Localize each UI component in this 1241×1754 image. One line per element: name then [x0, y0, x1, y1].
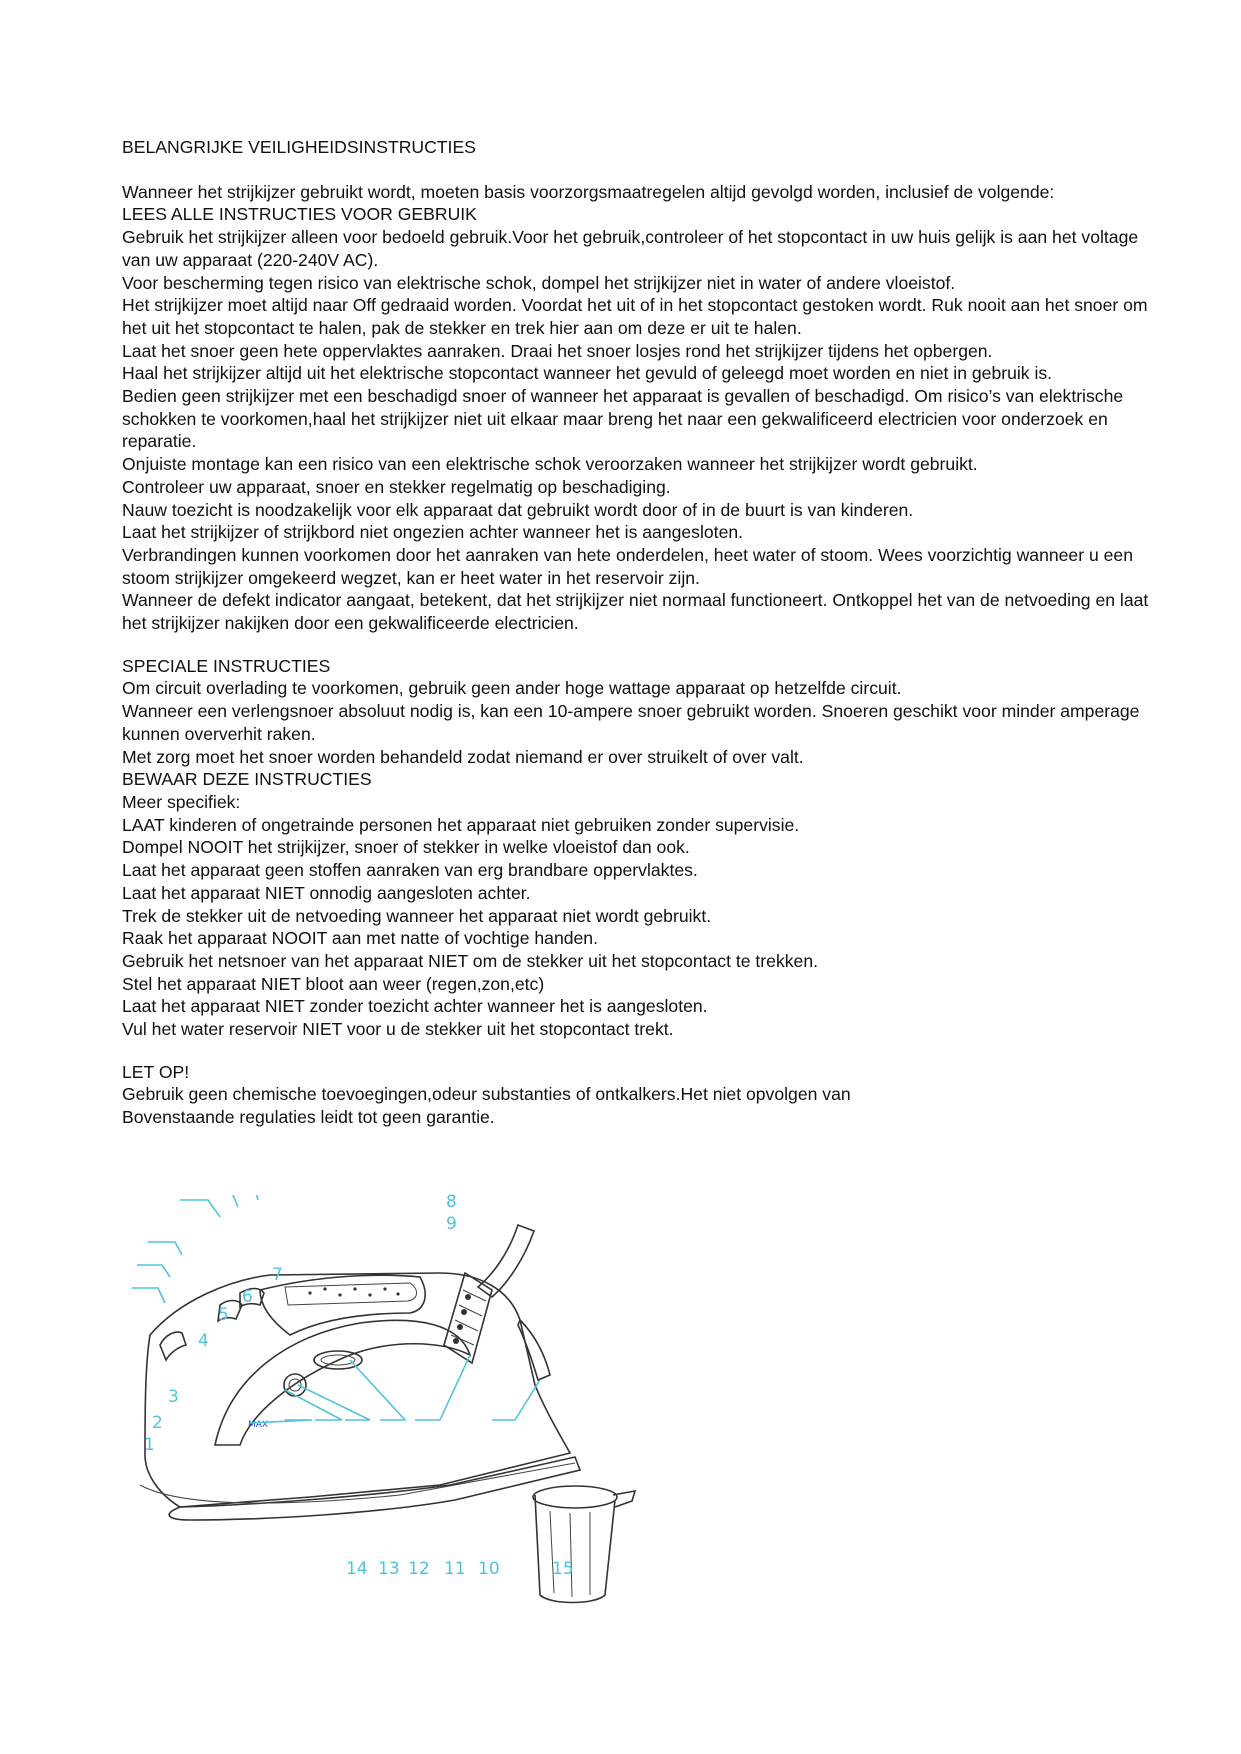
safety-item: Wanneer de defekt indicator aangaat, betekent, dat het strijkijzer niet normaal functioneert. Ontkoppel het van de netvoeding en laat het strijkijzer nakijken door een gekwalificeerde electricien.: [122, 590, 1149, 634]
specific-item: Laat het apparaat geen stoffen aanraken van erg brandbare oppervlaktes.: [122, 860, 698, 881]
specific-item: Vul het water reservoir NIET voor u de stekker uit het stopcontact trekt.: [122, 1019, 674, 1040]
caution-line: Bovenstaande regulaties leidt tot geen garantie.: [122, 1107, 495, 1128]
iron-diagram: [120, 1192, 740, 1605]
specific-list: [122, 814, 1162, 1041]
caution-line: Gebruik geen chemische toevoegingen,odeur substanties of ontkalkers.Het niet opvolgen van: [122, 1084, 851, 1105]
iron-body: [140, 1273, 580, 1520]
safety-item: Laat het strijkijzer of strijkbord niet ongezien achter wanneer het is aangesloten.: [122, 522, 744, 543]
safety-item: Nauw toezicht is noodzakelijk voor elk apparaat dat gebruikt wordt door of in de buurt is van kinderen.: [122, 499, 914, 520]
callout-6: 6: [242, 1287, 253, 1307]
page-title: BELANGRIJKE VEILIGHEIDSINSTRUCTIES: [122, 137, 476, 157]
caution-heading: LET OP!: [122, 1061, 190, 1082]
callout-10: 10: [478, 1559, 500, 1579]
more-specific-label: Meer specifiek:: [122, 791, 241, 812]
callout-5: 5: [218, 1305, 229, 1325]
callout-3: 3: [168, 1387, 179, 1407]
safety-item: Haal het strijkijzer altijd uit het elektrische stopcontact wanneer het gevuld of geleegd moet worden en niet in gebruik is.: [122, 363, 1053, 384]
intro-paragraph: Wanneer het strijkijzer gebruikt wordt, moeten basis voorzorgsmaatregelen altijd gevolgd worden, inclusief de volgende:: [122, 181, 1055, 202]
iron-diagram-svg: [120, 1192, 740, 1605]
callout-2: 2: [152, 1413, 163, 1433]
keep-heading: BEWAAR DEZE INSTRUCTIES: [122, 769, 372, 790]
callout-leaders: [132, 1192, 540, 1423]
callout-11: 11: [444, 1559, 466, 1579]
special-item: Wanneer een verlengsnoer absoluut nodig is, kan een 10-ampere snoer gebruikt worden. Snoeren geschikt voor minder amperage kunnen oververhit raken.: [122, 701, 1140, 744]
safety-item: Bedien geen strijkijzer met een beschadigd snoer of wanneer het apparaat is gevallen of beschadigd. Om risico’s van elektrische schokken te voorkomen,haal het strijkijzer niet uit elkaar maar breng het naar een gekwalificeerd electricien voor onderzoek en reparatie.: [122, 386, 1124, 452]
callout-9: 9: [446, 1214, 457, 1234]
callout-14: 14: [346, 1559, 368, 1579]
callout-15: 15: [552, 1559, 574, 1579]
specific-item: Gebruik het netsnoer van het apparaat NIET om de stekker uit het stopcontact te trekken.: [122, 950, 818, 971]
safety-item: Gebruik het strijkijzer alleen voor bedoeld gebruik.Voor het gebruik,controleer of het stopcontact in uw huis gelijk is aan het voltage van uw apparaat (220-240V AC).: [122, 227, 1139, 270]
safety-item: Voor bescherming tegen risico van elektrische schok, dompel het strijkijzer niet in water of andere vloeistof.: [122, 272, 956, 293]
read-all-heading: LEES ALLE INSTRUCTIES VOOR GEBRUIK: [122, 204, 477, 225]
special-heading: SPECIALE INSTRUCTIES: [122, 655, 331, 676]
specific-item: Raak het apparaat NOOIT aan met natte of vochtige handen.: [122, 928, 598, 949]
callout-1: 1: [144, 1435, 155, 1455]
callout-4: 4: [198, 1331, 209, 1351]
instruction-text: [122, 136, 1162, 1129]
callout-12: 12: [408, 1559, 430, 1579]
safety-item: Controleer uw apparaat, snoer en stekker regelmatig op beschadiging.: [122, 476, 671, 497]
callout-13: 13: [378, 1559, 400, 1579]
specific-item: Trek de stekker uit de netvoeding wanneer het apparaat niet wordt gebruikt.: [122, 905, 712, 926]
safety-item: Het strijkijzer moet altijd naar Off gedraaid worden. Voordat het uit of in het stopcontact gestoken wordt. Ruk nooit aan het snoer om het uit het stopcontact te halen, pak de stekker en trek hier aan om deze er uit te halen.: [122, 295, 1148, 338]
callout-8: 8: [446, 1192, 457, 1212]
safety-item: Laat het snoer geen hete oppervlaktes aanraken. Draai het snoer losjes rond het strijkijzer tijdens het opbergen.: [122, 340, 993, 361]
specific-item: Laat het apparaat NIET onnodig aangesloten achter.: [122, 882, 531, 903]
safety-list: [122, 226, 1162, 635]
specific-item: Stel het apparaat NIET bloot aan weer (regen,zon,etc): [122, 973, 545, 994]
safety-item: Verbrandingen kunnen voorkomen door het aanraken van hete onderdelen, heet water of stoom. Wees voorzichtig wanneer u een stoom strijkijzer omgekeerd wegzet, kan er heet water in het reservoir zijn.: [122, 544, 1133, 588]
special-list: [122, 677, 1162, 768]
temperature-marking: MAX: [248, 1420, 269, 1430]
specific-item: Laat het apparaat NIET zonder toezicht achter wanneer het is aangesloten.: [122, 996, 708, 1017]
special-item: Om circuit overlading te voorkomen, gebruik geen ander hoge wattage apparaat op hetzelfde circuit.: [122, 678, 902, 699]
power-cord: [444, 1225, 534, 1363]
specific-item: LAAT kinderen of ongetrainde personen het apparaat niet gebruiken zonder supervisie.: [122, 814, 800, 835]
callout-7: 7: [272, 1265, 283, 1285]
special-item: Met zorg moet het snoer worden behandeld zodat niemand er over struikelt of over valt.: [122, 746, 804, 767]
measuring-cup: [533, 1486, 635, 1603]
specific-item: Dompel NOOIT het strijkijzer, snoer of stekker in welke vloeistof dan ook.: [122, 837, 690, 858]
safety-item: Onjuiste montage kan een risico van een elektrische schok veroorzaken wanneer het strijkijzer wordt gebruikt.: [122, 454, 978, 475]
